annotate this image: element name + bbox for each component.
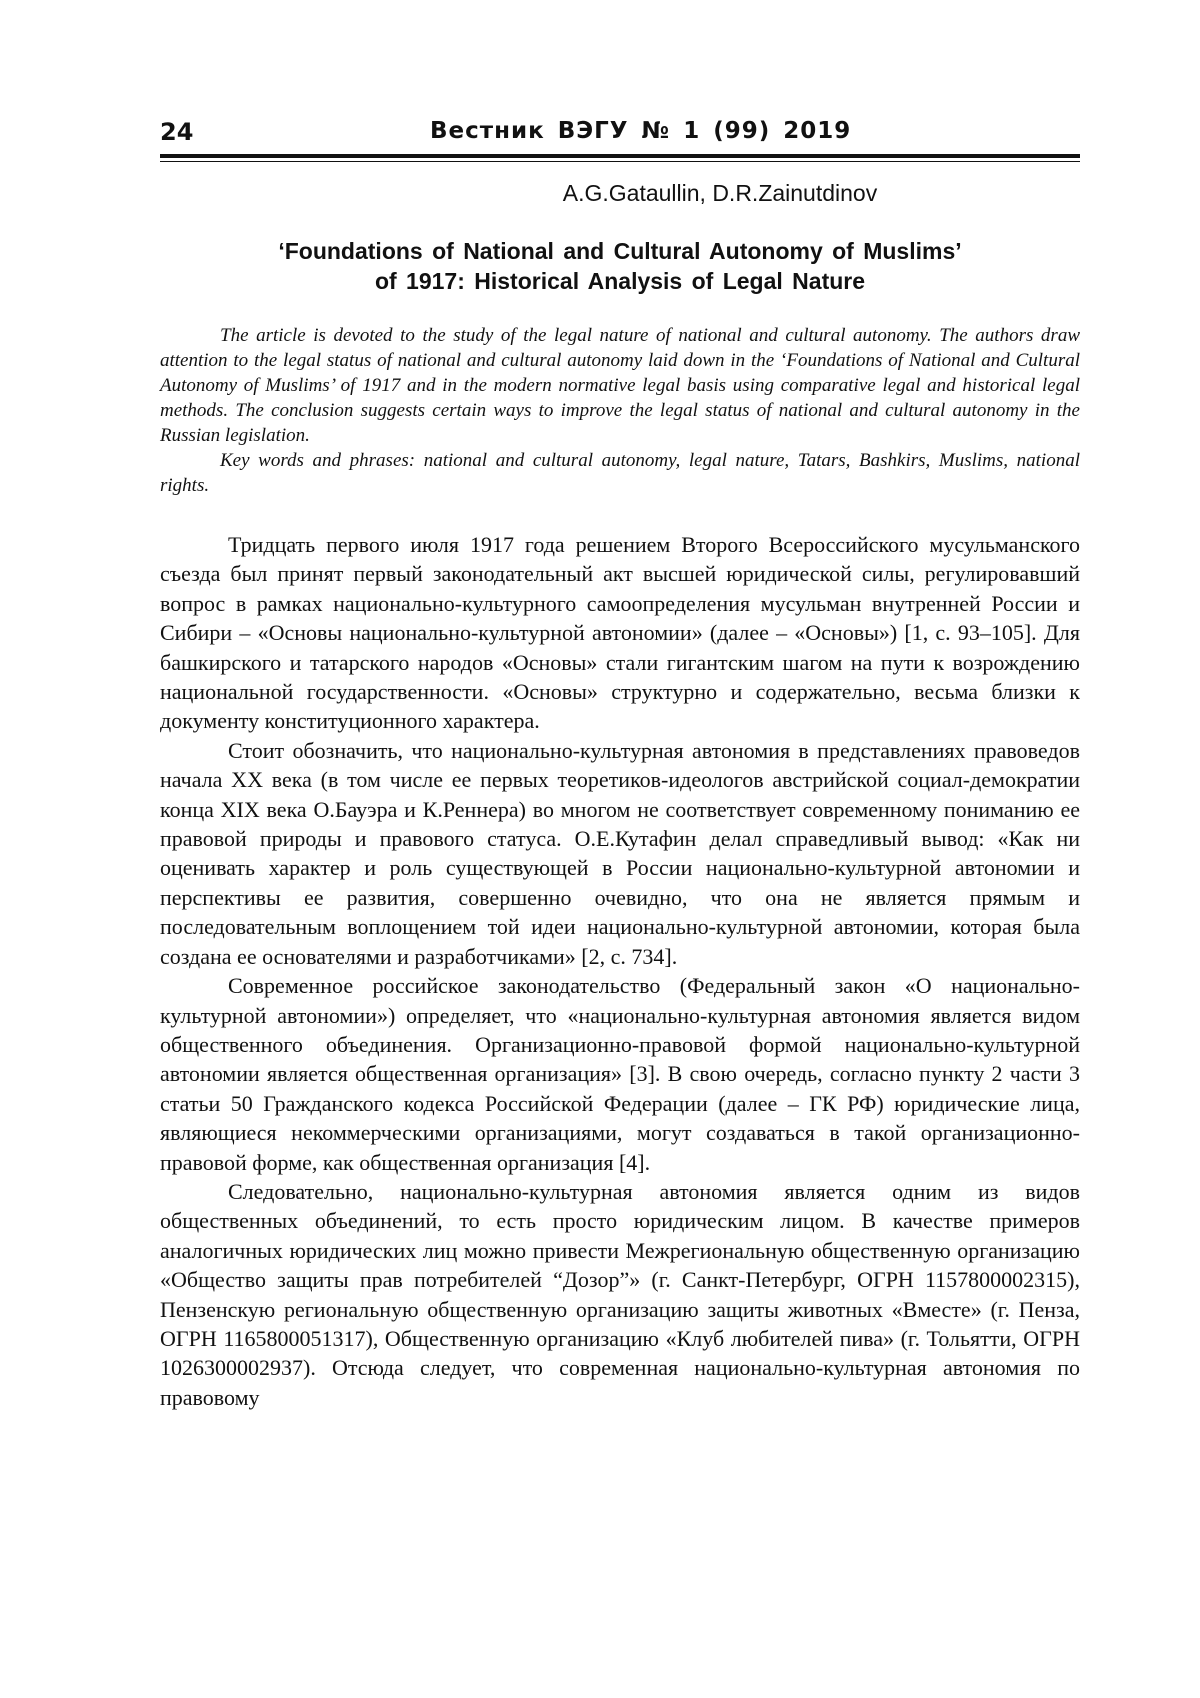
- abstract-text: The article is devoted to the study of the legal nature of national and cultural autonomy. The authors draw attention to the legal status of national and cultural autonomy laid down in the ‘Foundations of National and Cultural Autonomy of Muslims’ of 1917 and in the modern normative legal basis using comparative legal and historical legal methods. The conclusion suggests certain ways to improve the legal status of national and cultural autonomy in the Russian legislation.: [160, 325, 1080, 446]
- journal-title: Вестник ВЭГУ № 1 (99) 2019: [430, 118, 852, 144]
- article-title-line-2: of 1917: Historical Analysis of Legal Nature: [374, 268, 866, 294]
- page-number: 24: [160, 118, 194, 146]
- running-header: [160, 118, 1080, 152]
- body-paragraph-2: Стоит обозначить, что национально-культурная автономия в представлениях правоведов начала XX века (в том числе ее первых теоретиков-идеологов австрийской социал-демократии конца XIX века О.Бауэра и К.Реннера) во многом не соответствует современному пониманию ее правовой природы и правового статуса. О.Е.Кутафин делал справедливый вывод: «Как ни оценивать характер и роль существующей в России национально-культурной автономии и перспективы ее развития, совершенно очевидно, что она не является прямым и последовательным воплощением той идеи национально-культурной автономии, которая была создана ее основателями и разработчиками» [2, с. 734].: [160, 737, 1080, 969]
- article-title-line-1: ‘Foundations of National and Cultural Autonomy of Muslims’: [278, 238, 962, 264]
- article-body: [160, 530, 1080, 1412]
- header-rule-thin: [160, 161, 1080, 162]
- body-paragraph-4: Следовательно, национально-культурная автономия является одним из видов общественных объединений, то есть просто юридическим лицом. В качестве примеров аналогичных юридических лиц можно привести Межрегиональную общественную организацию «Общество защиты прав потребителей “Дозор”» (г. Санкт-Петербург, ОГРН 1157800002315), Пензенскую региональную общественную организацию защиты животных «Вместе» (г. Пенза, ОГРН 1165800051317), Общественную организацию «Клуб любителей пива» (г. Тольятти, ОГРН 1026300002937). Отсюда следует, что современная национально-культурная автономия по правовому: [160, 1178, 1080, 1410]
- body-paragraph-3: Современное российское законодательство (Федеральный закон «О национально-культурной автономии») определяет, что «национально-культурная автономия является видом общественного объединения. Организационно-правовой формой национально-культурной автономии является общественная организация» [3]. В свою очередь, согласно пункту 2 части 3 статьи 50 Гражданского кодекса Российской Федерации (далее – ГК РФ) юридические лица, являющиеся некоммерческими организациями, могут создаваться в такой организационно-правовой форме, как общественная организация [4].: [160, 973, 1080, 1175]
- header-rule-thick: [160, 154, 1080, 158]
- abstract-block: [160, 323, 1080, 498]
- article-authors: A.G.Gataullin, D.R.Zainutdinov: [562, 180, 878, 206]
- article-title: [160, 236, 1080, 296]
- body-paragraph-1: Тридцать первого июля 1917 года решением Второго Всероссийского мусульманского съезда был принят первый законодательный акт высшей юридической силы, регулировавший вопрос в рамках национально-культурного самоопределения мусульман внутренней России и Сибири – «Основы национально-культурной автономии» (далее – «Основы») [1, с. 93–105]. Для башкирского и татарского народов «Основы» стали гигантским шагом на пути к возрождению национальной государственности. «Основы» структурно и содержательно, весьма близки к документу конституционного характера.: [160, 532, 1080, 734]
- keywords-text: Key words and phrases: national and cultural autonomy, legal nature, Tatars, Bashkirs, Muslims, national rights.: [160, 450, 1080, 496]
